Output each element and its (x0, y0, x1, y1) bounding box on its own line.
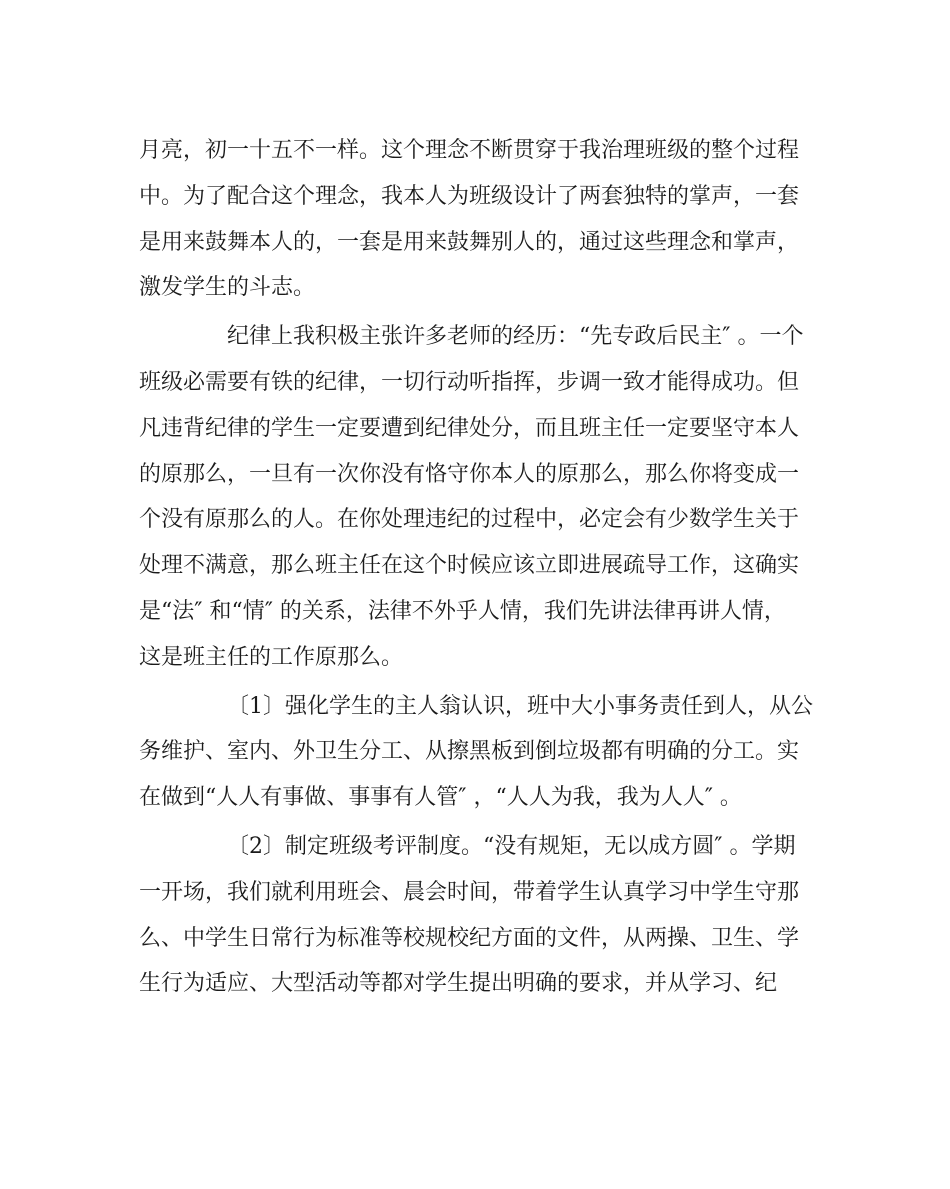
text-line: 务维护、室内、外卫生分工、从擦黑板到倒垃圾都有明确的分工。实 (139, 739, 800, 765)
text-line: 〔2〕制定班级考评制度。“没有规矩，无以成方圆″ 。学期 (227, 833, 796, 859)
text-line: 么、中学生日常行为标准等校规校纪方面的文件，从两操、卫生、学 (139, 925, 800, 951)
text-line: 生行为适应、大型活动等都对学生提出明确的要求，并从学习、纪 (139, 971, 778, 997)
text-line: 一开场，我们就利用班会、晨会时间，带着学生认真学习中学生守那 (139, 879, 800, 905)
document-body (139, 128, 819, 1007)
paragraph-2 (139, 314, 819, 680)
text-line: 凡违背纪律的学生一定要遭到纪律处分，而且班主任一定要坚守本人 (139, 415, 800, 441)
text-line: 班级必需要有铁的纪律，一切行动听指挥，步调一致才能得成功。但 (139, 369, 800, 395)
text-line: 纪律上我积极主张许多老师的经历：“先专政后民主″ 。一个 (227, 324, 804, 350)
text-line: 是用来鼓舞本人的，一套是用来鼓舞别人的，通过这些理念和掌声， (139, 229, 800, 255)
text-line: 个没有原那么的人。在你处理违纪的过程中，必定会有少数学生关于 (139, 507, 800, 533)
text-line: 在做到“人人有事做、事事有人管″ ，“人人为我，我为人人″ 。 (139, 785, 742, 811)
paragraph-4 (139, 824, 819, 1007)
text-line: 这是班主任的工作原那么。 (139, 644, 404, 670)
paragraph-1 (139, 128, 819, 311)
text-line: 月亮，初一十五不一样。这个理念不断贯穿于我治理班级的整个过程 (139, 138, 800, 163)
text-line: 的原那么，一旦有一次你没有恪守你本人的原那么，那么你将变成一 (139, 461, 800, 487)
text-line: 处理不满意，那么班主任在这个时候应该立即进展疏导工作，这确实 (139, 553, 800, 579)
text-line: 〔1〕强化学生的主人翁认识，班中大小事务责任到人，从公 (227, 693, 813, 719)
text-line: 是“法″ 和“情″ 的关系，法律不外乎人情，我们先讲法律再讲人情， (139, 598, 786, 624)
text-line: 中。为了配合这个理念，我本人为班级设计了两套独特的掌声，一套 (139, 183, 800, 209)
paragraph-3 (139, 684, 819, 821)
text-line: 激发学生的斗志。 (139, 275, 316, 301)
